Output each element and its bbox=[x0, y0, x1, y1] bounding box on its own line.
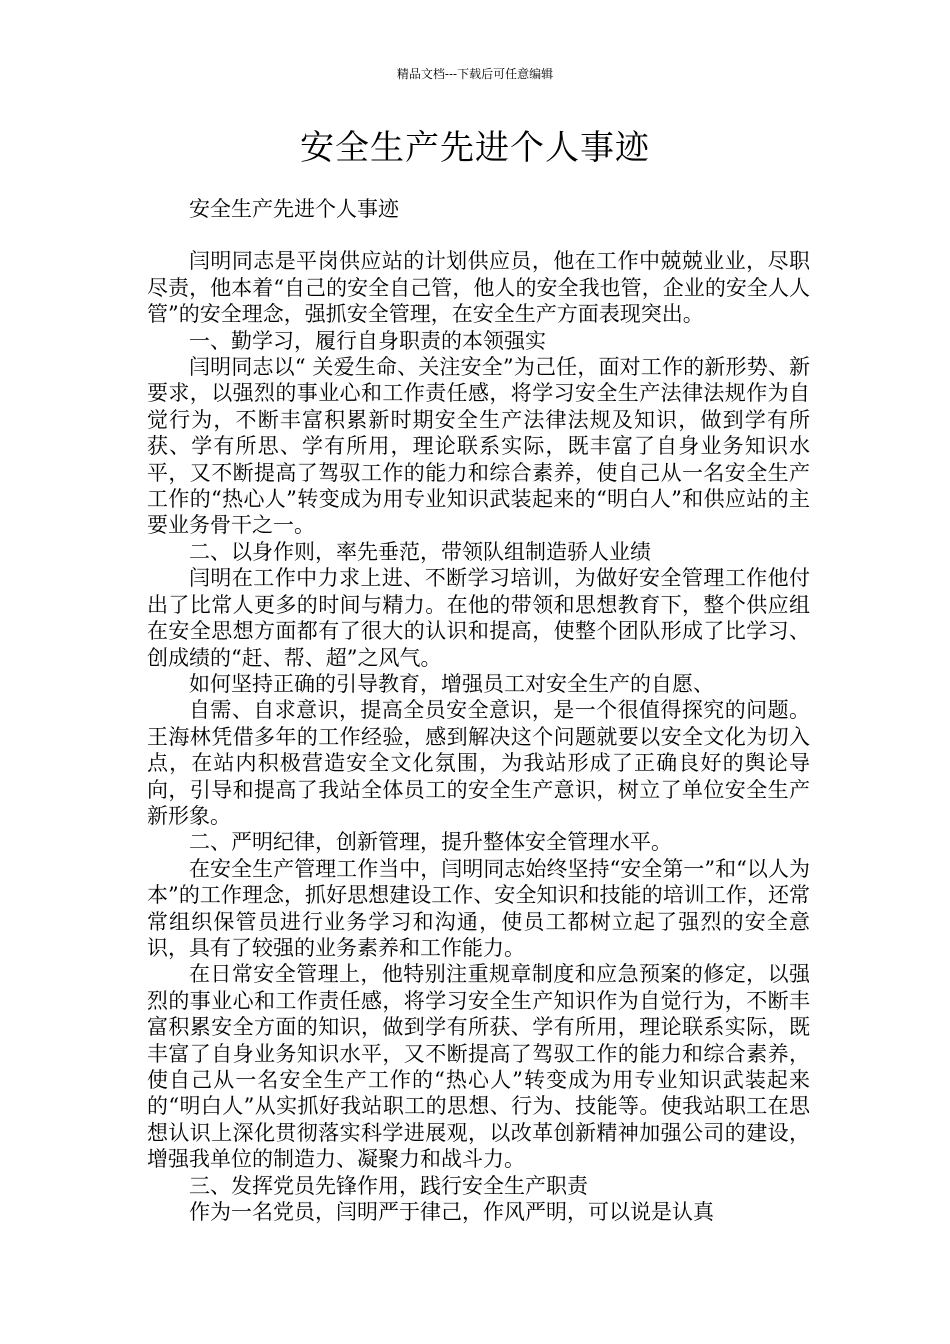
paragraph: 闫明在工作中力求上进、不断学习培训，为做好安全管理工作他付出了比常人更多的时间与精力。在他的带领和思想教育下，整个供应组在安全思想方面都有了很大的认识和提高，使整个团队形成了比学习、创成绩的“赶、帮、超”之风气。 bbox=[147, 566, 810, 670]
paragraph: 如何坚持正确的引导教育，增强员工对安全生产的自愿、 bbox=[189, 671, 714, 696]
document-subtitle: 安全生产先进个人事迹 bbox=[189, 197, 399, 221]
paragraph-intro: 闫明同志是平岗供应站的计划供应员，他在工作中兢兢业业，尽职尽责，他本着“自己的安全自己管，他人的安全我也管，企业的安全人人管”的安全理念，强抓安全管理，在安全生产方面表现突出。 bbox=[147, 249, 810, 327]
paragraph: 自需、自求意识，提高全员安全意识，是一个很值得探究的问题。王海林凭借多年的工作经验，感到解决这个问题就要以安全文化为切入点，在站内积极营造安全文化氛围，为我站形成了正确良好的舆论导向，引导和提高了我站全体员工的安全生产意识，树立了单位安全生产新形象。 bbox=[147, 698, 810, 828]
section-heading-3: 二、严明纪律，创新管理，提升整体安全管理水平。 bbox=[189, 830, 672, 855]
paragraph: 在日常安全管理上，他特别注重规章制度和应急预案的修定，以强烈的事业心和工作责任感，将学习安全生产知识作为自觉行为，不断丰富积累安全方面的知识，做到学有所获、学有所用，理论联系实际，既丰富了自身业务知识水平，又不断提高了驾驭工作的能力和综合素养，使自己从一名安全生产工作的“热心人”转变成为用专业知识武装起来的“明白人”从实抓好我站职工的思想、行为、技能等。使我站职工在思想认识上深化贯彻落实科学进展观，以改革创新精神加强公司的建设，增强我单位的制造力、凝聚力和战斗力。 bbox=[147, 962, 810, 1172]
document-body bbox=[147, 196, 810, 1225]
paragraph: 在安全生产管理工作当中，闫明同志始终坚持“安全第一”和“以人为本”的工作理念，抓好思想建设工作、安全知识和技能的培训工作，还常常组织保管员进行业务学习和沟通，使员工都树立起了强烈的安全意识，具有了较强的业务素养和工作能力。 bbox=[147, 856, 810, 960]
section-heading-1: 一、勤学习，履行自身职责的本领强实 bbox=[189, 328, 546, 353]
paragraph: 作为一名党员，闫明严于律己，作风严明，可以说是认真 bbox=[189, 1200, 714, 1225]
paragraph: 闫明同志以“ 关爱生命、关注安全”为己任，面对工作的新形势、新要求，以强烈的事业心和工作责任感，将学习安全生产法律法规作为自觉行为，不断丰富积累新时期安全生产法律法规及知识，做到学有所获、学有所思、学有所用，理论联系实际，既丰富了自身业务知识水平，又不断提高了驾驭工作的能力和综合素养，使自己从一名安全生产工作的“热心人”转变成为用专业知识武装起来的“明白人”和供应站的主要业务骨干之一。 bbox=[147, 355, 810, 538]
page-title: 安全生产先进个人事迹 bbox=[300, 128, 650, 168]
section-heading-4: 三、发挥党员先锋作用，践行安全生产职责 bbox=[189, 1173, 588, 1198]
section-heading-2: 二、以身作则，率先垂范，带领队组制造骄人业绩 bbox=[189, 539, 651, 564]
header-note: 精品文档---下载后可任意编辑 bbox=[396, 67, 554, 81]
